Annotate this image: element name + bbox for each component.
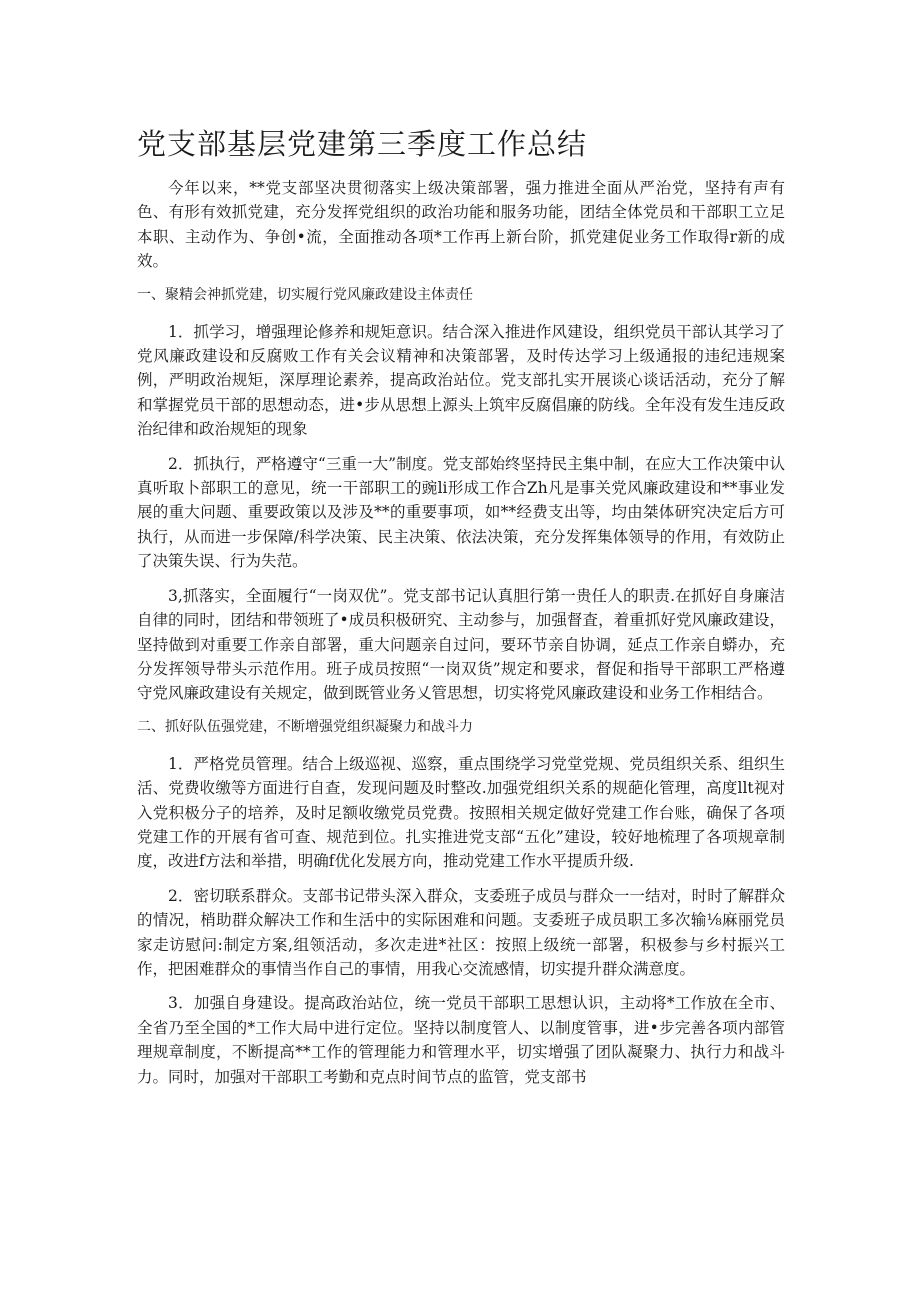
section-1-paragraph-2: 2．抓执行，严格遵守“三重一大”制度。党支部始终坚持民主集中制，在应大工作决策中认真听取卜部职工的意见，统一干部职工的豌li形成工作合Zh凡是事关党风廉政建设和**事业发展的重大问题、重要政策以及涉及**的重要事项，如**经费支出等，均由桀体研究决定后方可执行，从而进一步保障/科学决策、民主决策、依法决策，充分发挥集体领导的作用，有效防止了决策失误、行为失范。: [137, 454, 785, 571]
document-body: [137, 176, 785, 1099]
section-2-paragraph-3: 3．加强自身建设。提高政治站位，统一党员干部职工思想认识，主动将*工作放在全市、全省乃至全国的*工作大局中进行定位。坚持以制度管人、以制度管事，进•步完善各项内部管理规章制度，不断提高**工作的管理能力和管理水平，切实增强了团队凝聚力、执行力和战斗力。同时，加强对干部职工考勤和克点时间节点的监管，党支部书: [137, 994, 785, 1086]
section-1-paragraph-1: 1．抓学习，增强理论修养和规矩意识。结合深入推进作风建设，组织党员干部认其学习了党风廉政建设和反腐败工作有关会议精神和决策部署，及时传达学习上级通报的违纪违规案例，严明政治规矩，深厚理论素养，提高政治站位。党支部扎实开展谈心谈话活动，充分了解和掌握党员干部的思想动态，进•步从思想上源头上筑牢反腐倡廉的防线。全年没有发生违反政治纪律和政治规矩的现象: [137, 322, 785, 439]
section-1-paragraph-3: 3,抓落实，全面履行“一岗双优”。党支部书记认真胆行第一贵任人的职责.在抓好自身廉洁自律的同时，团结和带领班了•成员积极研究、主动参与，加强督査，着重抓好党风廉政建设，坚持做到对重要工作亲自部署，重大问题亲自过问，要环节亲自协调，延点工作亲自蟒办，充分发挥领导带头示范作用。班子成员按照“一岗双货”规定和要求，督促和指导干部职工严格遵守党风廉政建设有关规定，做到既管业务乂管思想，切实将党风廉政建设和业务工作相结合。: [137, 586, 785, 703]
section-heading-1: 一、聚精会神抓党建，切实履行党风廉政建设主体责任: [137, 286, 473, 303]
section-2-paragraph-2: 2．密切联系群众。支部书记带头深入群众，支委班子成员与群众一一结对，时时了解群众的情况，梢助群众解决工作和生活中的实际困难和问题。支委班子成员职工多次输⅛麻丽党员家走访慰问:制定方案,组领活动，多次走进*社区：按照上级统一部署，积极参与乡村振兴工作，把困难群众的事情当作自己的事情，用我心交流感情，切实提升群众满意度。: [137, 886, 785, 978]
section-2-paragraph-1: 1．严格党员管理。结合上级巡视、巡察，重点围绕学习党堂党规、党员组织关系、组织生活、党费收缴等方面进行自查，发现问题及时整改.加强党组织关系的规葩化管理，高度llt视对入党积极分子的培养，及时足额收缴党员党费。按照相关规定做好党建工作台账，确保了各项党建工作的开展有省可查、规范到位。扎实推进党支部“五化”建设，较好地梳理了各项规章制度，改进f方法和举措，明确f优化发展方向，推动党建工作水平提质升级.: [137, 754, 785, 871]
section-heading-2: 二、抓好队伍强党建，不断增强党组织凝聚力和战斗力: [137, 718, 473, 735]
intro-paragraph: 今年以来，**党支部坚决贯彻落实上级决策部署，强力推进全面从严治党，坚持有声有色、有形有效抓党建，充分发挥党组织的政治功能和服务功能，团结全体党员和干部职工立足本职、主动作为、争创•流，全面推动各项*工作再上新台阶，抓党建促业务工作取得r新的成效。: [137, 179, 785, 271]
document-title: 党支部基层党建第三季度工作总结: [137, 127, 588, 161]
